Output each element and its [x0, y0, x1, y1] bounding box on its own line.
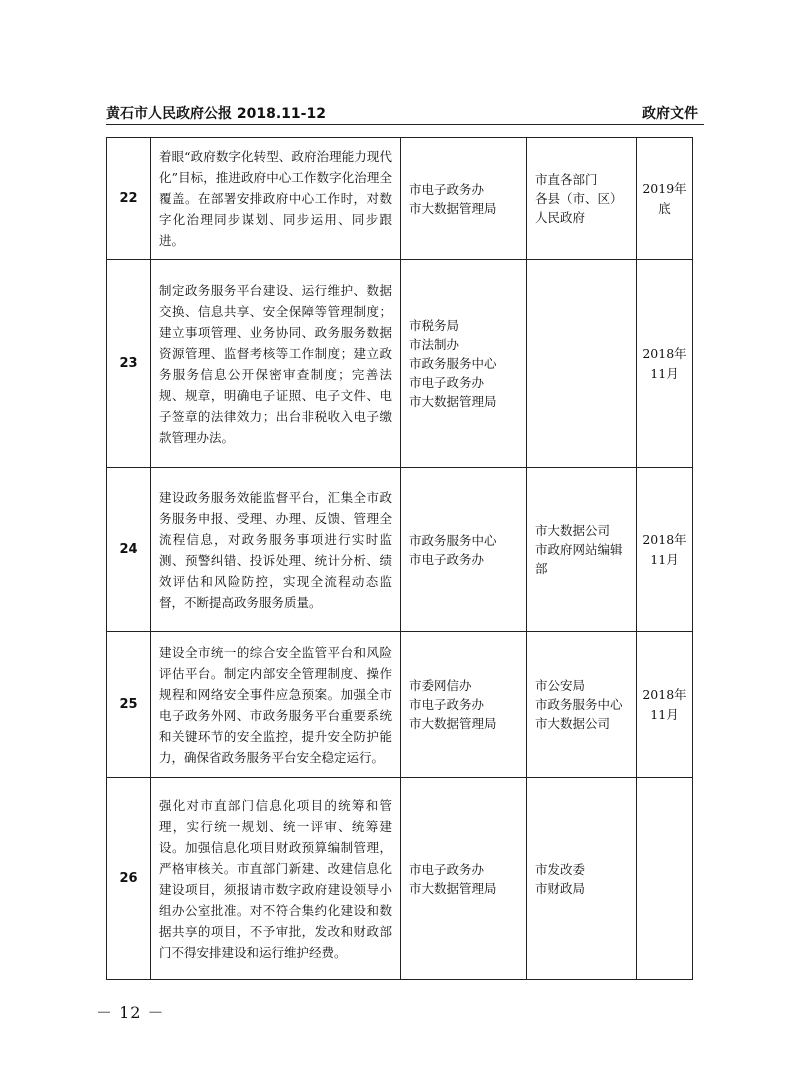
lead-unit: 市大数据管理局	[409, 200, 497, 216]
row-number: 24	[107, 468, 151, 632]
cooperating-units	[527, 260, 637, 468]
task-description: 着眼“政府数字化转型、政府治理能力现代化”目标，推进政府中心工作数字化治理全覆盖。在部署安排政府中心工作时，对数字化治理同步谋划、同步运用、同步跟进。	[151, 138, 401, 260]
lead-unit: 市电子政务办	[409, 375, 485, 390]
task-description: 强化对市直部门信息化项目的统筹和管理，实行统一规划、统一评审、统筹建设。加强信息化项目财政预算编制管理，严格审核关。市直部门新建、改建信息化建设项目，须报请市数字政府建设领导小组办公室批准。对不符合集约化建设和数据共享的项目，不予审批，发改和财政部门不得安排建设和运行维护经费。	[151, 778, 401, 980]
lead-units	[401, 632, 527, 778]
deadline-line: 2019年	[642, 180, 687, 196]
deadline-line: 11月	[650, 551, 679, 567]
deadline	[637, 632, 693, 778]
lead-unit: 市电子政务办	[409, 697, 485, 712]
lead-unit: 市大数据管理局	[409, 716, 497, 731]
cooperating-units	[527, 778, 637, 980]
lead-units	[401, 138, 527, 260]
lead-unit: 市政务服务中心	[409, 532, 497, 548]
row-number: 26	[107, 778, 151, 980]
lead-unit: 市政务服务中心	[409, 356, 497, 371]
lead-unit: 市大数据管理局	[409, 394, 497, 409]
row-number: 23	[107, 260, 151, 468]
lead-unit: 市电子政务办	[409, 861, 485, 877]
cooperating-unit: 市政府网站编辑	[535, 542, 623, 557]
cooperating-unit: 市直各部门	[535, 172, 598, 187]
row-number: 25	[107, 632, 151, 778]
task-description: 建设全市统一的综合安全监管平台和风险评估平台。制定内部安全管理制度、操作规程和网络安全事件应急预案。加强全市电子政务外网、市政务服务平台重要系统和关键环节的安全监控，提升安全防护能力，确保省政务服务平台安全稳定运行。	[151, 632, 401, 778]
deadline-line: 底	[658, 200, 671, 216]
lead-unit: 市委网信办	[409, 678, 472, 693]
task-description: 制定政务服务平台建设、运行维护、数据交换、信息共享、安全保障等管理制度；建立事项管理、业务协同、政务服务数据资源管理、监督考核等工作制度；建立政务服务信息公开保密审查制度；完善法规、规章，明确电子证照、电子文件、电子签章的法律效力；出台非税收入电子缴款管理办法。	[151, 260, 401, 468]
lead-unit: 市大数据管理局	[409, 880, 497, 896]
deadline	[637, 260, 693, 468]
task-table	[106, 137, 693, 980]
cooperating-unit: 市大数据公司	[535, 716, 611, 731]
cooperating-units	[527, 468, 637, 632]
page-header	[106, 103, 698, 123]
cooperating-unit: 市政务服务中心	[535, 697, 623, 712]
cooperating-unit: 市财政局	[535, 880, 586, 896]
table-row	[107, 260, 693, 468]
cooperating-unit: 市大数据公司	[535, 523, 611, 538]
cooperating-units	[527, 632, 637, 778]
table-row	[107, 468, 693, 632]
deadline-line: 2018年	[642, 345, 687, 361]
page-number: － 12 －	[96, 1003, 165, 1022]
lead-units	[401, 468, 527, 632]
cooperating-unit: 人民政府	[535, 210, 586, 225]
deadline-line: 2018年	[642, 531, 687, 547]
deadline	[637, 468, 693, 632]
lead-units	[401, 260, 527, 468]
gazette-title: 黄石市人民政府公报 2018.11-12	[106, 106, 326, 122]
table-row	[107, 138, 693, 260]
lead-unit: 市法制办	[409, 337, 460, 352]
deadline-line: 2018年	[642, 686, 687, 702]
deadline-line: 11月	[650, 706, 679, 722]
section-title: 政府文件	[642, 106, 698, 122]
deadline	[637, 778, 693, 980]
cooperating-units	[527, 138, 637, 260]
header-divider	[106, 124, 704, 125]
row-number: 22	[107, 138, 151, 260]
table-row	[107, 778, 693, 980]
task-description: 建设政务服务效能监督平台，汇集全市政务服务申报、受理、办理、反馈、管理全流程信息，对政务服务事项进行实时监测、预警纠错、投诉处理、统计分析、绩效评估和风险防控，实现全流程动态监督，不断提高政务服务质量。	[151, 468, 401, 632]
cooperating-unit: 市公安局	[535, 678, 586, 693]
deadline	[637, 138, 693, 260]
table-row	[107, 632, 693, 778]
cooperating-unit: 市发改委	[535, 861, 586, 877]
deadline-line: 11月	[650, 365, 679, 381]
cooperating-unit: 部	[535, 561, 548, 576]
cooperating-unit: 各县（市、区）	[535, 191, 623, 206]
lead-unit: 市税务局	[409, 318, 460, 333]
lead-units	[401, 778, 527, 980]
lead-unit: 市电子政务办	[409, 551, 485, 567]
lead-unit: 市电子政务办	[409, 181, 485, 197]
